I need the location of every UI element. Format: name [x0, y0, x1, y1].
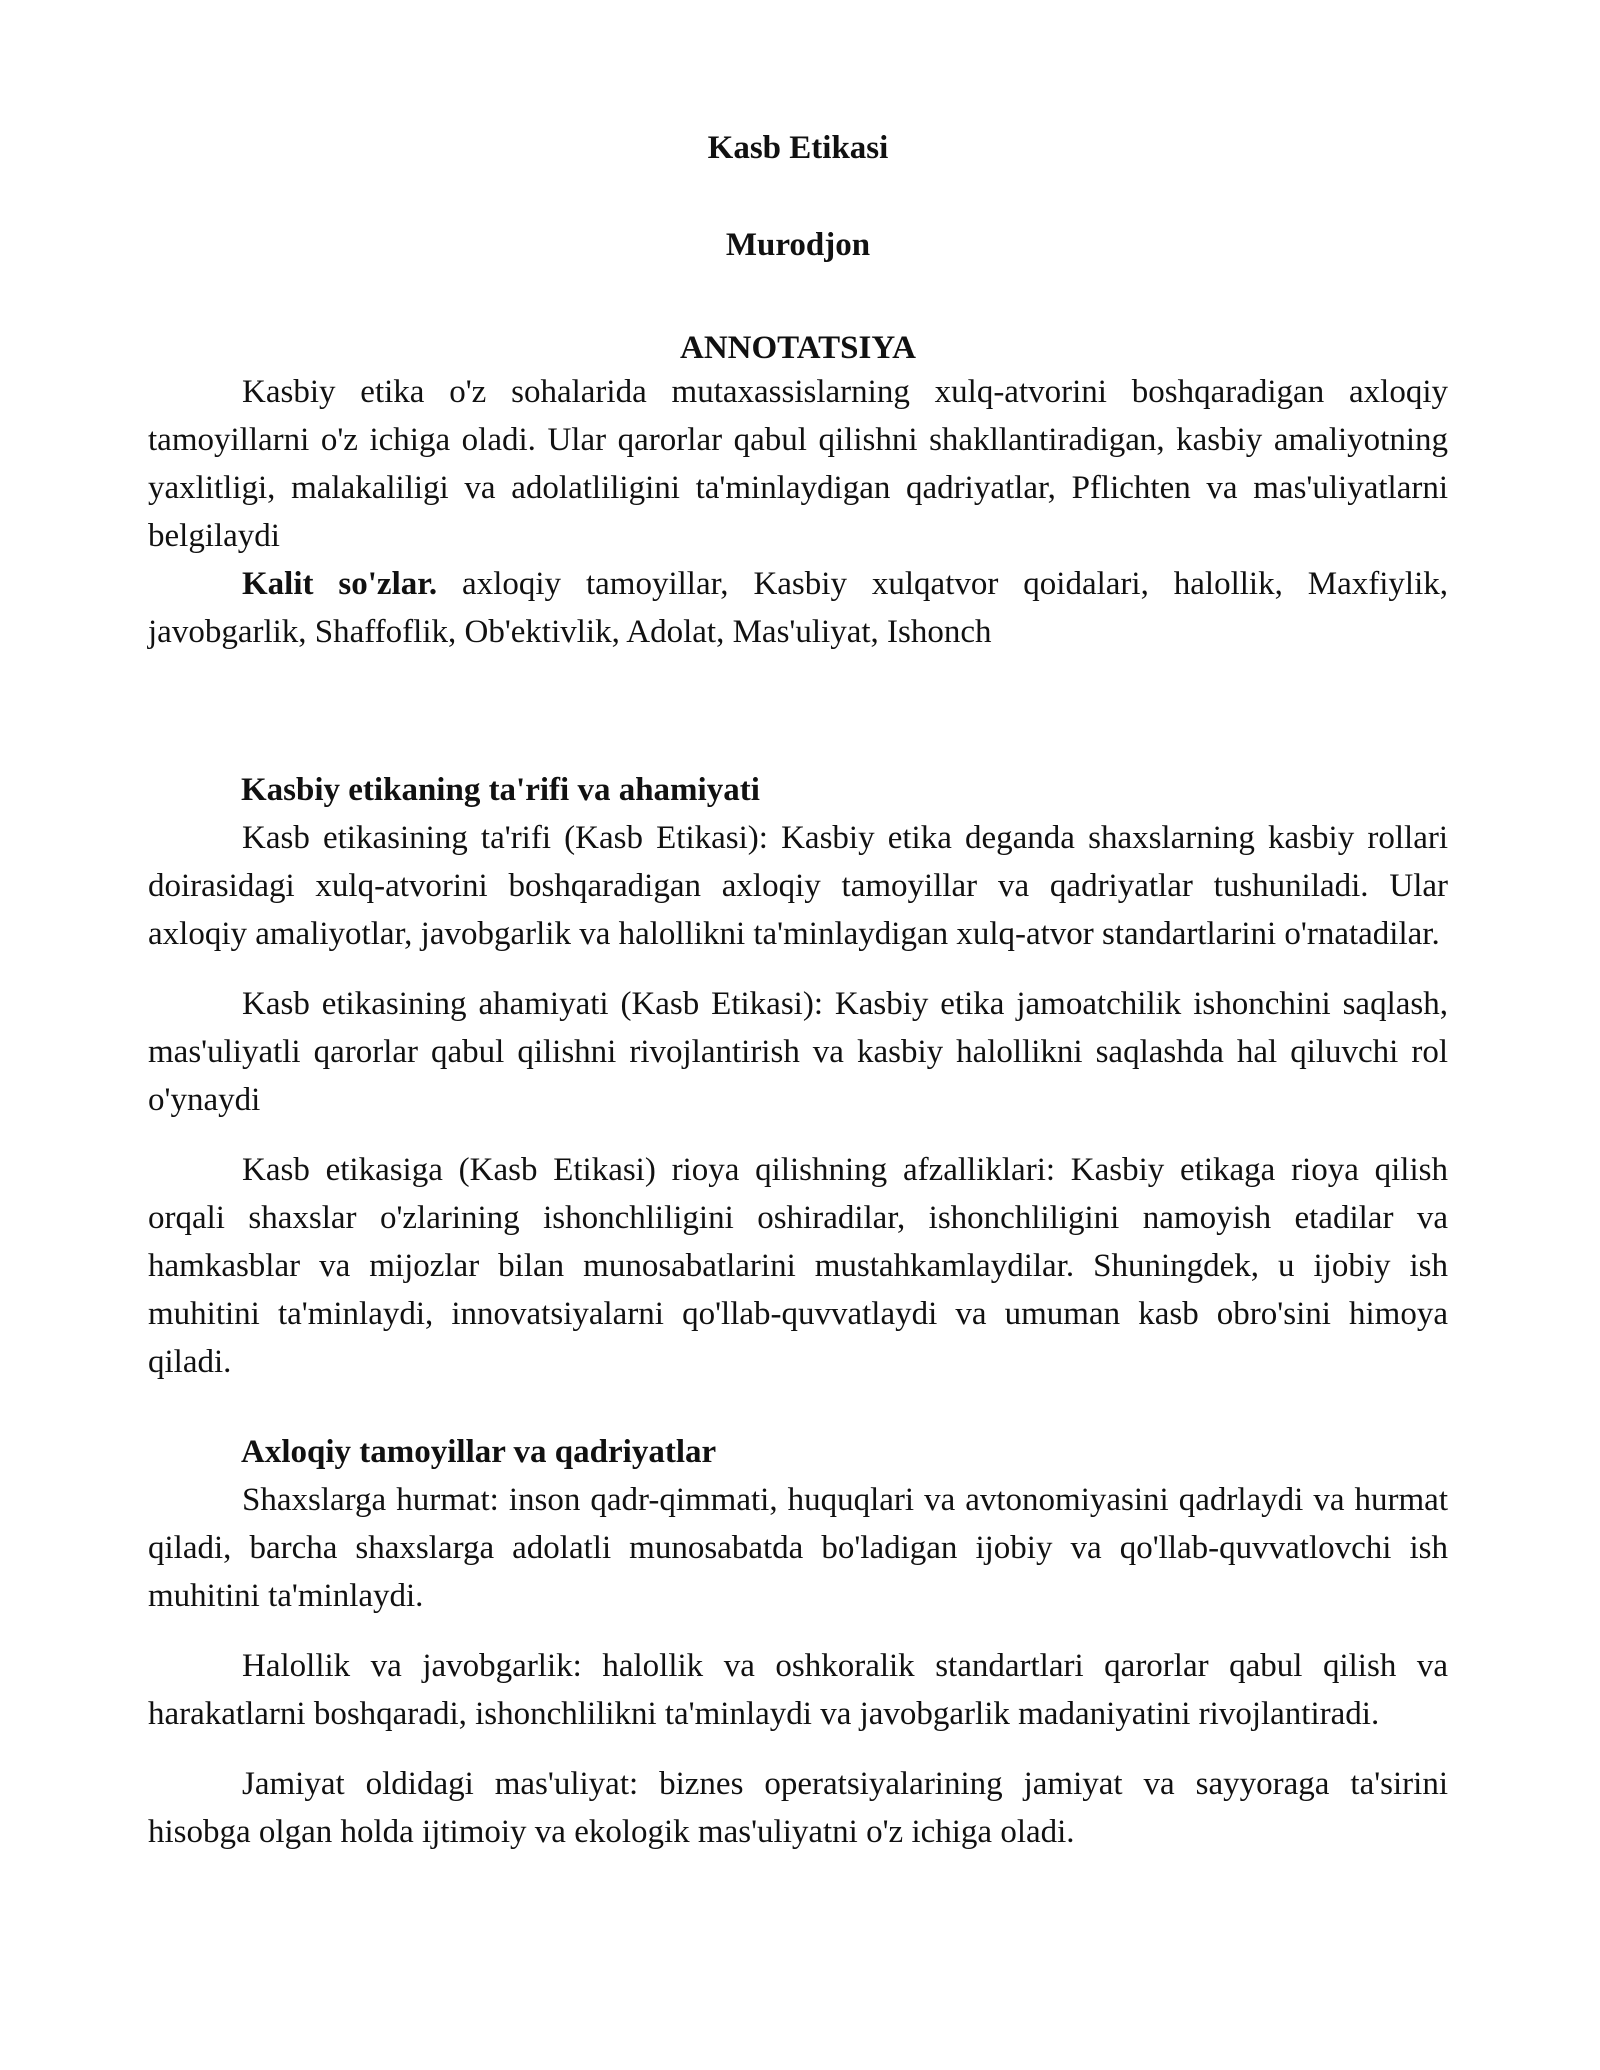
- section-heading: Kasbiy etikaning ta'rifi va ahamiyati: [241, 772, 760, 808]
- section-paragraph: Shaxslarga hurmat: inson qadr-qimmati, huquqlari va avtonomiyasini qadrlaydi va hurmat qiladi, barcha shaxslarga adolatli munosabatda bo'ladigan ijobiy va qo'llab-quvvatlovchi ish muhitini ta'minlaydi.: [148, 1482, 1448, 1614]
- spacer: [148, 958, 1448, 980]
- keywords-paragraph: [148, 560, 1448, 656]
- section-paragraph: Kasb etikasining ahamiyati (Kasb Etikasi): Kasbiy etika jamoatchilik ishonchini saqlash, mas'uliyatli qarorlar qabul qilishni rivojlantirish va kasbiy halollikni saqlashda hal qiluvchi rol o'ynaydi: [148, 986, 1448, 1118]
- section-paragraph: Kasb etikasining ta'rifi (Kasb Etikasi): Kasbiy etika deganda shaxslarning kasbiy rollari doirasidagi xulq-atvorini boshqaradigan axloqiy tamoyillar va qadriyatlar tushuniladi. Ular axloqiy amaliyotlar, javobgarlik va halollikni ta'minlaydigan xulq-atvor standartlarini o'rnatadilar.: [148, 820, 1448, 952]
- spacer: [148, 1124, 1448, 1146]
- document-title: Kasb Etikasi: [707, 130, 889, 166]
- section-paragraph: Jamiyat oldidagi mas'uliyat: biznes operatsiyalarining jamiyat va sayyoraga ta'sirini hisobga olgan holda ijtimoiy va ekologik mas'uliyatni o'z ichiga oladi.: [148, 1766, 1448, 1850]
- section-paragraph: Halollik va javobgarlik: halollik va oshkoralik standartlari qarorlar qabul qilish va harakatlarni boshqaradi, ishonchlilikni ta'minlaydi va javobgarlik madaniyatini rivojlantiradi.: [148, 1648, 1448, 1732]
- section-heading: Axloqiy tamoyillar va qadriyatlar: [241, 1434, 717, 1470]
- spacer: [148, 1738, 1448, 1760]
- annotation-paragraph: Kasbiy etika o'z sohalarida mutaxassislarning xulq-atvorini boshqaradigan axloqiy tamoyillarni o'z ichiga oladi. Ular qarorlar qabul qilishni shakllantiradigan, kasbiy amaliyotning yaxlitligi, malakaliligi va adolatliligini ta'minlaydigan qadriyatlar, Pflichten va mas'uliyatlarni belgilaydi: [148, 374, 1448, 554]
- spacer: [148, 1620, 1448, 1642]
- annotation-heading: ANNOTATSIYA: [680, 330, 916, 366]
- author-name: Murodjon: [725, 227, 871, 263]
- section-paragraph: Kasb etikasiga (Kasb Etikasi) rioya qilishning afzalliklari: Kasbiy etikaga rioya qilish orqali shaxslar o'zlarining ishonchliligini oshiradilar, ishonchliligini namoyish etadilar va hamkasblar va mijozlar bilan munosabatlarini mustahkamlaydilar. Shuningdek, u ijobiy ish muhitini ta'minlaydi, innovatsiyalarni qo'llab-quvvatlaydi va umuman kasb obro'sini himoya qiladi.: [148, 1152, 1448, 1380]
- spacer: [148, 1386, 1448, 1428]
- document-content: [148, 128, 1448, 1856]
- keywords-text: axloqiy tamoyillar, Kasbiy xulqatvor qoidalari, halollik, Maxfiylik, javobgarlik, Shaffoflik, Ob'ektivlik, Adolat, Mas'uliyat, Ishonch: [148, 566, 1448, 650]
- spacer: [148, 656, 1448, 766]
- keywords-label: Kalit so'zlar.: [242, 566, 438, 602]
